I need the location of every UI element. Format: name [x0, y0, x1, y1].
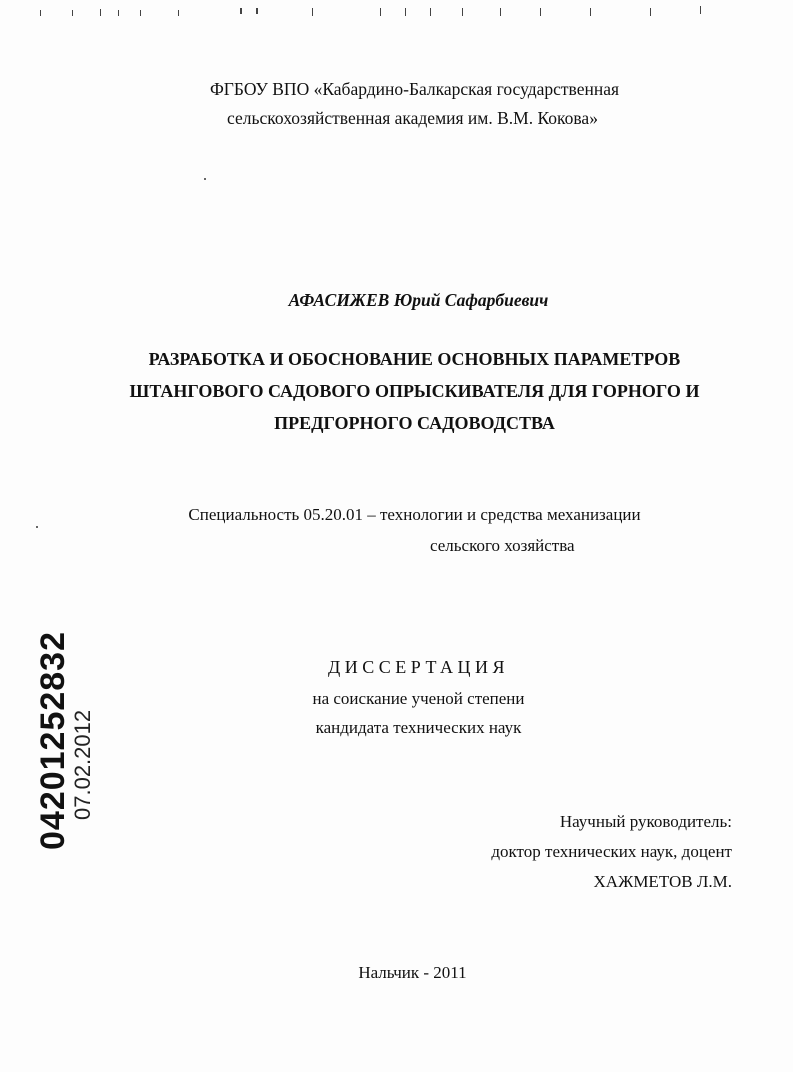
advisor-label: Научный руководитель: — [559, 812, 732, 831]
thesis-title-line-2: ШТАНГОВОГО САДОВОГО ОПРЫСКИВАТЕЛЯ ДЛЯ ГОРНОГО И — [129, 381, 700, 401]
specialty-line-1: Специальность 05.20.01 – технологии и средства механизации — [188, 505, 641, 524]
library-stamp-date: 07.02.2012 — [70, 709, 95, 820]
dissertation-heading: ДИССЕРТАЦИЯ — [327, 657, 510, 677]
city-year: Нальчик - 2011 — [358, 963, 467, 982]
advisor-degree: доктор технических наук, доцент — [491, 842, 732, 861]
dissertation-degree-line-2: кандидата технических наук — [315, 718, 522, 737]
institution-line-1: ФГБОУ ВПО «Кабардино-Балкарская государственная — [209, 79, 620, 99]
institution-line-2: сельскохозяйственная академия им. В.М. Кокова» — [227, 108, 598, 128]
author-given-names: Юрий Сафарбиевич — [393, 290, 549, 310]
scan-speck — [36, 526, 38, 528]
library-stamp-number: 04201252832 — [34, 630, 72, 850]
advisor-name: ХАЖМЕТОВ Л.М. — [593, 872, 732, 891]
scan-artifacts — [0, 0, 793, 20]
specialty-line-2: сельского хозяйства — [430, 536, 575, 555]
dissertation-degree-line-1: на соискание ученой степени — [312, 689, 525, 708]
thesis-title-line-3: ПРЕДГОРНОГО САДОВОДСТВА — [274, 413, 555, 433]
author-name — [22, 290, 793, 311]
author-surname: АФАСИЖЕВ — [288, 290, 390, 310]
scan-speck — [204, 178, 206, 180]
thesis-title-line-1: РАЗРАБОТКА И ОБОСНОВАНИЕ ОСНОВНЫХ ПАРАМЕТРОВ — [148, 349, 681, 369]
